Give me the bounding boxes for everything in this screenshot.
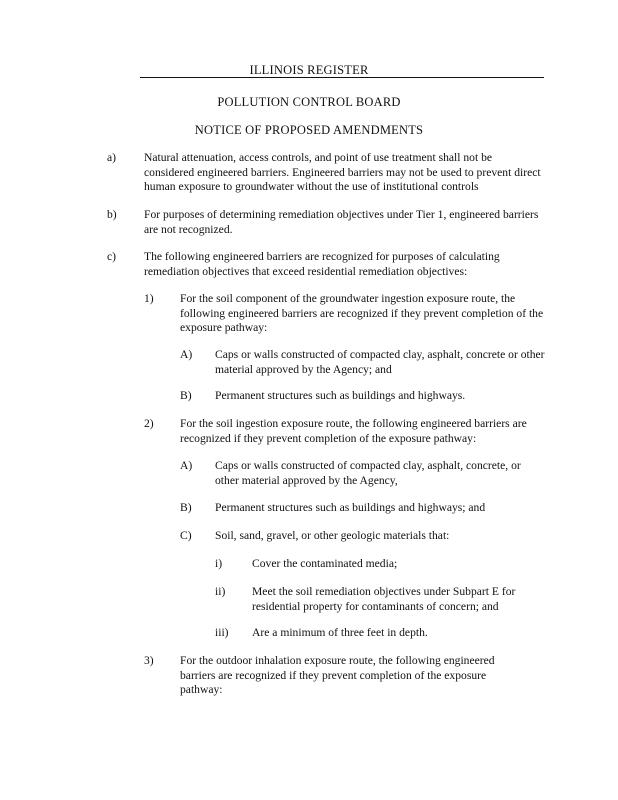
header-rule [140, 77, 544, 78]
item-c3-label: 3) [144, 654, 154, 667]
item-c2Cii-text: Meet the soil remediation objectives under Subpart E for residential property for contaminants of concern; and [252, 585, 516, 613]
item-c2Cii-label: ii) [215, 585, 226, 598]
item-a-text: Natural attenuation, access controls, and point of use treatment shall not be considered engineered barriers. Engineered barriers may not be used to prevent direct human exposure to groundwater without the use of institutional controls [144, 151, 541, 194]
item-c2Ci-label: i) [215, 557, 223, 570]
item-b-label: b) [107, 208, 117, 221]
item-c2Ciii-label: iii) [215, 626, 229, 639]
item-c2-text: For the soil ingestion exposure route, the following engineered barriers are recognized if they prevent completion of the exposure pathway: [180, 417, 527, 445]
item-a-label: a) [107, 151, 117, 164]
item-c-label: c) [107, 250, 117, 263]
item-c2Ciii-text: Are a minimum of three feet in depth. [252, 626, 428, 639]
item-c1A-text: Caps or walls constructed of compacted clay, asphalt, concrete or other material approved by the Agency; and [215, 348, 545, 376]
board-title: POLLUTION CONTROL BOARD [217, 95, 401, 109]
item-c2B-text: Permanent structures such as buildings and highways; and [215, 501, 486, 514]
item-c1B-text: Permanent structures such as buildings and highways. [215, 389, 466, 402]
item-c1-label: 1) [144, 292, 154, 305]
item-c2C-text: Soil, sand, gravel, or other geologic materials that: [215, 529, 450, 542]
item-c2A-label: A) [180, 459, 193, 472]
item-c-text: The following engineered barriers are recognized for purposes of calculating remediation objectives that exceed residential remediation objectives: [144, 250, 500, 278]
item-c2-label: 2) [144, 417, 154, 430]
item-c2B-label: B) [180, 501, 192, 514]
item-c2Ci-text: Cover the contaminated media; [252, 557, 398, 570]
item-c1A-label: A) [180, 348, 193, 361]
register-title: ILLINOIS REGISTER [249, 63, 369, 77]
notice-title: NOTICE OF PROPOSED AMENDMENTS [194, 123, 424, 137]
item-c1-text: For the soil component of the groundwater ingestion exposure route, the following engineered barriers are recognized if they prevent completion of the exposure pathway: [180, 292, 544, 335]
item-c3-text: For the outdoor inhalation exposure route, the following engineered barriers are recognized if they prevent completion of the exposure pathway: [180, 654, 495, 697]
item-c2C-label: C) [180, 529, 192, 542]
item-c2A-text: Caps or walls constructed of compacted clay, asphalt, concrete, or other material approved by the Agency, [215, 459, 521, 487]
item-c1B-label: B) [180, 389, 192, 402]
item-b-text: For purposes of determining remediation objectives under Tier 1, engineered barriers are not recognized. [144, 208, 539, 236]
